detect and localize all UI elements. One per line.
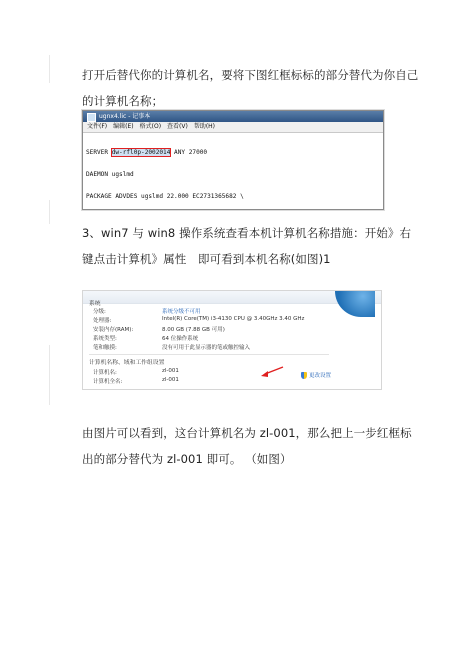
change-settings-label: 更改设置 (309, 373, 332, 379)
license-line: PACKAGE ADVDES ugslmd 22.000 EC2731365682 \ (86, 192, 244, 200)
menu-edit[interactable]: 编辑(E) (113, 123, 134, 130)
sysprop-row-rating: 分级: 系统分级不可用 (93, 309, 201, 315)
paragraph-3: 由图片可以看到，这台计算机名为 zl-001，那么把上一步红框标出的部分替代为 zl-001 即可。 （如图） (82, 426, 412, 466)
sysprop-row-full-name: 计算机全名: zl-001 (93, 377, 179, 385)
menu-help[interactable]: 帮助(H) (193, 123, 216, 130)
server-name-highlight: dw-rfl0p-2002014 (111, 149, 171, 157)
rating-link[interactable]: 系统分级不可用 (162, 309, 201, 315)
notepad-text-area[interactable] (83, 133, 383, 210)
section-computer-name-title: 计算机名称、域和工作组设置 (89, 360, 165, 366)
paragraph-2: 3、win7 与 win8 操作系统查看本机计算机名称措施：开始》右键点击计算机》属性 即可看到本机名称(如图)1 (82, 226, 412, 266)
margin-mark (49, 200, 50, 224)
paragraph-1: 打开后替代你的计算机名，要将下图红框标标的部分替代为你自己的计算机名称； (82, 68, 419, 108)
license-line: DAEMON ugslmd (86, 171, 134, 179)
section-system-title: 系统 (89, 301, 101, 307)
sysprop-row-ram: 安装内存(RAM): 8.00 GB (7.88 GB 可用) (93, 327, 225, 333)
notepad-menubar (83, 122, 383, 133)
notepad-title: ugnx4.lic - 记事本 (99, 113, 151, 120)
menu-format[interactable]: 格式(O) (139, 123, 162, 130)
sysprop-row-processor: 处理器: Intel(R) Core(TM) i3-4130 CPU @ 3.40GHz 3.40 GHz (93, 316, 305, 324)
change-settings-link[interactable] (301, 371, 331, 379)
margin-mark (49, 55, 50, 83)
menu-view[interactable]: 查看(V) (167, 123, 188, 130)
uac-shield-icon (301, 372, 307, 379)
section-divider (89, 354, 329, 355)
sysprop-row-pen-touch: 笔和触摸: 没有可用于此显示器的笔或触控输入 (93, 345, 251, 351)
red-arrow-icon (259, 365, 285, 379)
notepad-titlebar (83, 111, 383, 122)
license-line: SERVER dw-rfl0p-2002014 ANY 27000 (86, 149, 208, 157)
menu-file[interactable]: 文件(F) (87, 123, 108, 130)
sysprop-row-computer-name: 计算机名: zl-001 (93, 368, 179, 376)
notepad-app-icon (87, 113, 96, 122)
notepad-screenshot (82, 110, 384, 210)
computer-name-value: zl-001 (162, 368, 179, 374)
margin-mark (49, 345, 50, 405)
sysprop-row-system-type: 系统类型: 64 位操作系统 (93, 336, 199, 342)
system-properties-screenshot (82, 290, 382, 390)
windows-logo-icon (335, 291, 375, 317)
